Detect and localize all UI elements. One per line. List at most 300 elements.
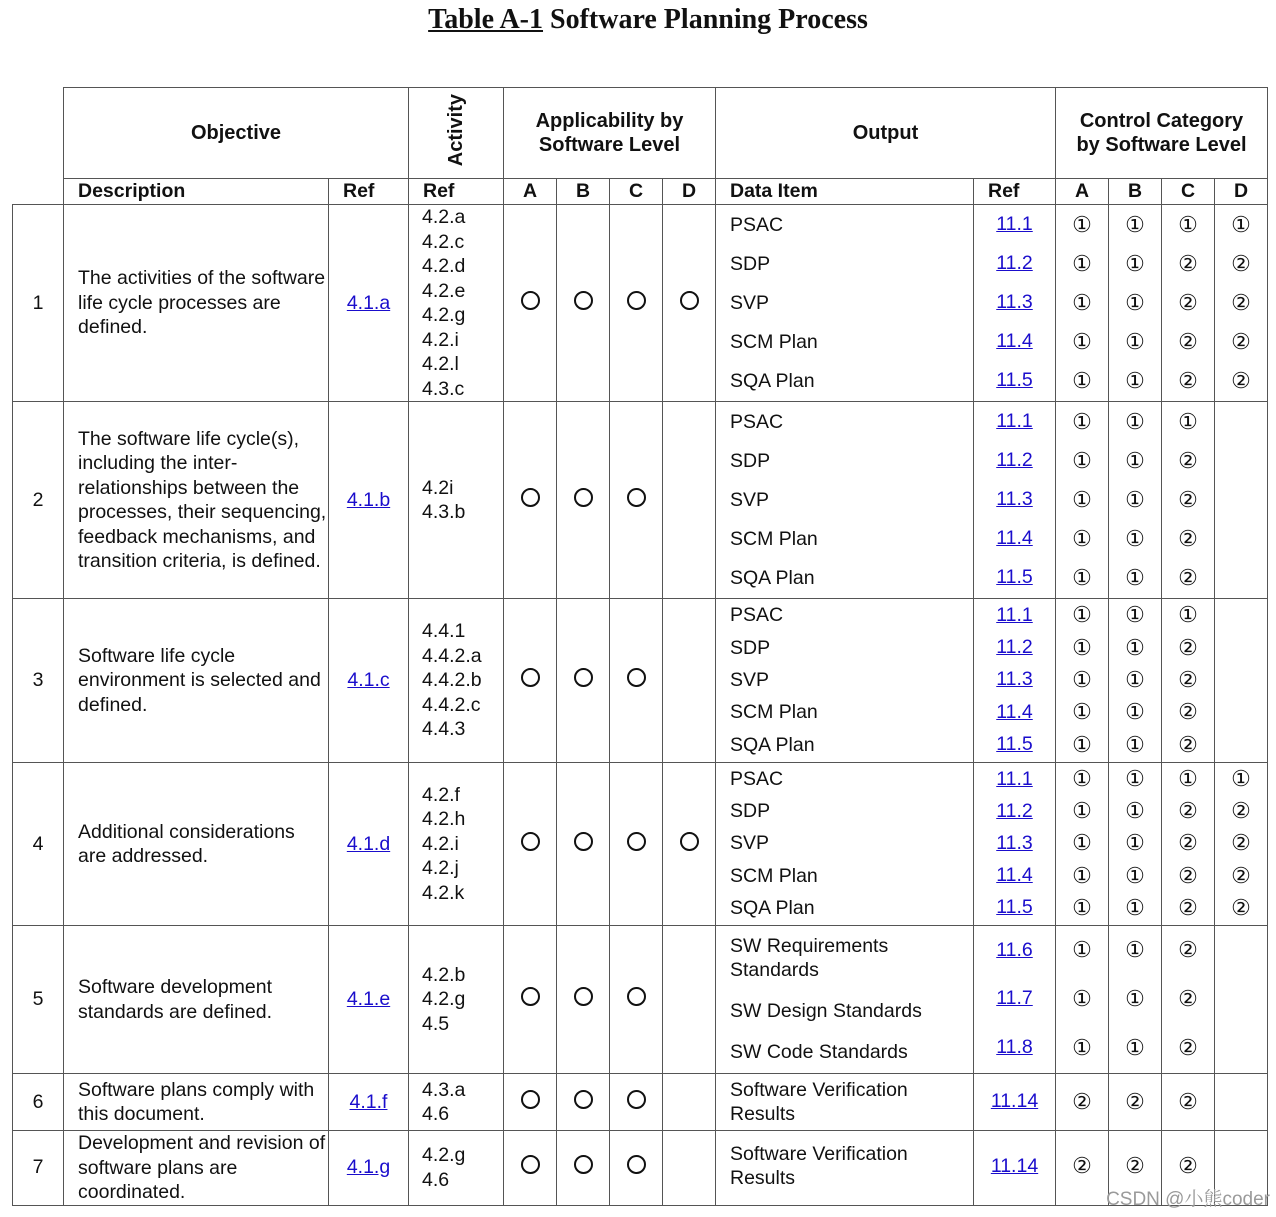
level-b-header: B	[557, 179, 610, 205]
control-category-cell-c	[1162, 402, 1215, 599]
applicability-circle-icon	[521, 832, 540, 851]
data-item-label: SQA Plan	[730, 733, 815, 756]
control-category-header	[1056, 88, 1268, 179]
output-items-stack	[716, 926, 973, 1072]
activity-ref: 4.4.1	[422, 620, 466, 643]
output-ref-link[interactable]: 11.4	[996, 527, 1033, 549]
control-category-value: ②	[1125, 1153, 1145, 1178]
output-ref-link[interactable]: 11.7	[996, 987, 1033, 1010]
cc-level-b-header: B	[1109, 179, 1162, 205]
data-item-header: Data Item	[716, 179, 974, 205]
data-item-label: SW Design Standards	[730, 999, 922, 1022]
control-category-value: ①	[1072, 985, 1092, 1011]
data-item-label: SCM Plan	[730, 527, 818, 550]
output-ref-link[interactable]: 11.5	[996, 566, 1033, 588]
control-category-cell-c	[1162, 205, 1215, 402]
activity-ref: 4.4.2.c	[422, 693, 481, 716]
control-category-value: ②	[1178, 447, 1198, 473]
output-ref	[974, 252, 1055, 275]
output-ref-link[interactable]: 11.2	[996, 449, 1033, 471]
control-category-stack	[1109, 1074, 1161, 1129]
activity-ref: 4.2.f	[422, 783, 460, 806]
activity-ref: 4.2i	[422, 476, 454, 499]
applicability-cell-c	[610, 402, 663, 599]
page-title	[0, 4, 1276, 36]
applicability-header-label: Applicability by Software Level	[535, 110, 684, 156]
output-ref-link[interactable]: 11.3	[996, 488, 1033, 510]
control-category-value: ①	[1178, 211, 1198, 237]
control-category-value: ②	[1072, 1088, 1092, 1114]
control-category-value: ②	[1231, 830, 1251, 856]
objective-ref-link[interactable]: 4.1.g	[346, 1156, 391, 1179]
output-data-items	[716, 205, 974, 402]
output-ref	[974, 636, 1055, 659]
output-ref-link[interactable]: 11.1	[996, 603, 1033, 626]
data-item	[716, 566, 973, 590]
applicability-cell-b	[557, 402, 610, 599]
data-item-label: SCM Plan	[730, 330, 818, 353]
activity-ref: 4.2.g	[422, 988, 466, 1011]
activity-header-label: Activity	[445, 93, 467, 167]
data-item-label: SQA Plan	[730, 566, 815, 589]
output-ref	[974, 1155, 1055, 1178]
output-ref	[974, 213, 1055, 236]
activity-refs	[409, 1131, 504, 1206]
cc-level-d-header: D	[1215, 179, 1268, 205]
output-ref	[974, 864, 1055, 887]
objective-ref-link[interactable]: 4.1.c	[347, 669, 390, 691]
objective-ref	[329, 926, 409, 1074]
activity-ref: 4.5	[422, 1012, 450, 1035]
control-category-value: ②	[1178, 1034, 1198, 1060]
output-refs-stack	[974, 205, 1055, 400]
applicability-circle-icon	[521, 668, 540, 687]
control-category-cell-a	[1056, 763, 1109, 926]
output-refs	[974, 599, 1056, 763]
applicability-circle-icon	[574, 1090, 593, 1109]
control-category-value: ②	[1178, 862, 1198, 888]
level-c-header: C	[610, 179, 663, 205]
data-item	[716, 1040, 973, 1064]
output-ref-link[interactable]: 11.4	[996, 330, 1033, 352]
control-category-value: ②	[1178, 699, 1198, 725]
applicability-circle-icon	[680, 291, 699, 310]
control-category-cell-a	[1056, 1131, 1109, 1206]
output-ref-link[interactable]: 11.5	[996, 733, 1033, 756]
control-category-value: ①	[1072, 328, 1092, 354]
control-category-value: ①	[1125, 798, 1145, 824]
data-item	[716, 213, 973, 237]
output-refs-stack	[974, 1131, 1055, 1201]
control-category-value: ①	[1072, 564, 1092, 590]
control-category-header-label: Control Category by Software Level	[1076, 110, 1247, 156]
output-items-stack	[716, 599, 973, 761]
table-number: Table A-1	[428, 4, 544, 35]
data-item-label: SVP	[730, 832, 770, 855]
activity-ref: 4.2.a	[422, 206, 466, 228]
control-category-value: ①	[1125, 830, 1145, 856]
control-category-cell-d	[1215, 763, 1268, 926]
data-item	[716, 488, 973, 512]
output-ref	[974, 1090, 1055, 1113]
objective-description: Development and revision of software plans are coordinated.	[64, 1131, 329, 1206]
control-category-value: ①	[1072, 894, 1092, 920]
applicability-cell-c	[610, 926, 663, 1074]
control-category-cell-a	[1056, 402, 1109, 599]
output-ref	[974, 527, 1055, 550]
data-item	[716, 1078, 973, 1126]
description-header: Description	[64, 179, 329, 205]
table-body	[13, 205, 1268, 1206]
output-ref	[974, 668, 1055, 691]
control-category-value: ①	[1125, 250, 1145, 276]
output-ref-link[interactable]: 11.5	[996, 896, 1033, 919]
control-category-stack	[1056, 1074, 1108, 1129]
control-category-value: ①	[1125, 766, 1145, 792]
data-item-label: SW Requirements Standards	[730, 935, 889, 982]
output-refs	[974, 763, 1056, 926]
table-row	[13, 1074, 1268, 1131]
output-ref	[974, 566, 1055, 589]
control-category-cell-c	[1162, 763, 1215, 926]
applicability-cell-a	[504, 1074, 557, 1131]
activity-ref: 4.2.b	[422, 963, 466, 986]
output-ref-link[interactable]: 11.6	[996, 938, 1033, 961]
data-item	[716, 668, 973, 692]
applicability-cell-b	[557, 763, 610, 926]
output-items-stack	[716, 402, 973, 597]
control-category-cell-a	[1056, 1074, 1109, 1131]
activity-ref: 4.4.2.b	[422, 669, 482, 692]
control-category-stack	[1162, 402, 1214, 597]
control-category-cell-d	[1215, 926, 1268, 1074]
watermark: CSDN @小熊coder	[1106, 1189, 1270, 1210]
control-category-value: ①	[1072, 634, 1092, 660]
activity-refs	[409, 205, 504, 402]
control-category-stack	[1109, 402, 1161, 597]
data-item	[716, 369, 973, 393]
control-category-stack	[1162, 205, 1214, 400]
data-item	[716, 449, 973, 473]
table-row	[13, 926, 1268, 1074]
row-number: 5	[13, 926, 64, 1074]
data-item	[716, 603, 973, 627]
output-ref-link[interactable]: 11.3	[996, 668, 1033, 691]
output-ref	[974, 369, 1055, 392]
applicability-circle-icon	[521, 1090, 540, 1109]
applicability-cell-a	[504, 1131, 557, 1206]
control-category-stack	[1109, 763, 1161, 924]
control-category-cell-b	[1109, 763, 1162, 926]
applicability-cell-c	[610, 1131, 663, 1206]
activity-ref: 4.2.i	[422, 832, 459, 855]
applicability-cell-a	[504, 599, 557, 763]
applicability-cell-c	[610, 1074, 663, 1131]
applicability-cell-c	[610, 205, 663, 402]
control-category-value: ②	[1231, 328, 1251, 354]
objective-ref-link[interactable]: 4.1.b	[346, 488, 391, 511]
activity-header	[409, 88, 504, 179]
data-item-label: SVP	[730, 291, 770, 314]
objective-ref-link[interactable]: 4.1.d	[346, 832, 391, 855]
activity-ref: 4.3.c	[422, 377, 465, 400]
applicability-circle-icon	[627, 668, 646, 687]
row-number: 1	[13, 205, 64, 402]
control-category-value: ①	[1125, 289, 1145, 315]
applicability-cell-a	[504, 402, 557, 599]
output-ref	[974, 939, 1055, 962]
objective-description: Software life cycle environment is selected and defined.	[64, 599, 329, 763]
output-items-stack	[716, 763, 973, 924]
activity-ref: 4.2.i	[422, 328, 459, 351]
data-item	[716, 636, 973, 660]
data-item	[716, 291, 973, 315]
objective-ref-link[interactable]: 4.1.f	[349, 1090, 388, 1113]
data-item-label: Software Verification Results	[730, 1078, 908, 1125]
control-category-value: ①	[1072, 447, 1092, 473]
control-category-value: ①	[1125, 602, 1145, 628]
table-title: Software Planning Process	[543, 4, 868, 35]
activity-ref: 4.4.2.a	[422, 644, 482, 667]
control-category-value: ①	[1231, 766, 1251, 792]
control-category-value: ①	[1125, 634, 1145, 660]
activity-ref: 4.2.h	[422, 808, 466, 831]
activity-ref-header: Ref	[409, 179, 504, 205]
data-item	[716, 767, 973, 791]
objective-description: Software development standards are defined.	[64, 926, 329, 1074]
control-category-value: ①	[1125, 367, 1145, 393]
control-category-value: ②	[1178, 731, 1198, 757]
applicability-cell-d	[663, 205, 716, 402]
control-category-stack	[1162, 599, 1214, 761]
data-item	[716, 799, 973, 823]
objective-ref-link[interactable]: 4.1.a	[346, 291, 391, 314]
data-item	[716, 999, 973, 1023]
output-ref-link[interactable]: 11.2	[996, 799, 1033, 822]
control-category-value: ①	[1072, 289, 1092, 315]
control-category-value: ①	[1125, 1034, 1145, 1060]
control-category-value: ②	[1178, 564, 1198, 590]
activity-refs	[409, 402, 504, 599]
table-row	[13, 1131, 1268, 1206]
control-category-value: ①	[1072, 525, 1092, 551]
control-category-value: ②	[1178, 328, 1198, 354]
applicability-circle-icon	[574, 832, 593, 851]
level-d-header: D	[663, 179, 716, 205]
control-category-value: ①	[1125, 211, 1145, 237]
applicability-cell-a	[504, 763, 557, 926]
activity-ref: 4.2.g	[422, 1144, 466, 1167]
table-row	[13, 763, 1268, 926]
control-category-stack	[1215, 1074, 1267, 1129]
applicability-cell-d	[663, 402, 716, 599]
output-ref-link[interactable]: 11.3	[996, 831, 1033, 854]
applicability-circle-icon	[521, 987, 540, 1006]
row-number: 6	[13, 1074, 64, 1131]
control-category-value: ②	[1231, 289, 1251, 315]
output-ref-link[interactable]: 11.14	[990, 1090, 1039, 1112]
applicability-cell-d	[663, 1131, 716, 1206]
control-category-cell-b	[1109, 205, 1162, 402]
output-ref-header: Ref	[974, 179, 1056, 205]
control-category-value: ②	[1178, 289, 1198, 315]
control-category-value: ②	[1231, 798, 1251, 824]
row-number: 2	[13, 402, 64, 599]
control-category-cell-a	[1056, 599, 1109, 763]
applicability-circle-icon	[574, 668, 593, 687]
output-ref	[974, 330, 1055, 353]
data-item	[716, 700, 973, 724]
activity-ref: 4.3.b	[422, 501, 466, 523]
output-ref	[974, 701, 1055, 724]
objective-description: The activities of the software life cycle processes are defined.	[64, 205, 329, 402]
output-ref-link[interactable]: 11.1	[996, 767, 1033, 790]
control-category-value: ②	[1178, 634, 1198, 660]
output-ref	[974, 410, 1055, 433]
control-category-value: ①	[1072, 699, 1092, 725]
applicability-cell-d	[663, 599, 716, 763]
output-refs-stack	[974, 402, 1055, 597]
data-item	[716, 527, 973, 551]
control-category-stack	[1215, 402, 1267, 597]
corner-blank	[13, 88, 64, 179]
data-item-label: SDP	[730, 636, 771, 659]
control-category-value: ①	[1125, 699, 1145, 725]
control-category-cell-a	[1056, 926, 1109, 1074]
applicability-cell-d	[663, 763, 716, 926]
control-category-value: ②	[1178, 367, 1198, 393]
applicability-cell-a	[504, 926, 557, 1074]
control-category-cell-b	[1109, 926, 1162, 1074]
control-category-value: ①	[1072, 731, 1092, 757]
control-category-value: ②	[1178, 985, 1198, 1011]
output-ref-link[interactable]: 11.4	[996, 700, 1033, 723]
output-ref-link[interactable]: 11.14	[990, 1154, 1039, 1177]
applicability-cell-b	[557, 926, 610, 1074]
applicability-cell-c	[610, 763, 663, 926]
output-ref-link[interactable]: 11.2	[996, 636, 1033, 659]
output-ref-link[interactable]: 11.5	[996, 369, 1033, 391]
control-category-stack	[1215, 926, 1267, 1072]
applicability-circle-icon	[627, 1090, 646, 1109]
output-ref-link[interactable]: 11.8	[996, 1036, 1033, 1059]
output-refs	[974, 1074, 1056, 1131]
objective-description: Additional considerations are addressed.	[64, 763, 329, 926]
data-item	[716, 864, 973, 888]
control-category-cell-d	[1215, 1074, 1268, 1131]
output-ref	[974, 832, 1055, 855]
control-category-cell-c	[1162, 926, 1215, 1074]
control-category-value: ①	[1125, 666, 1145, 692]
control-category-cell-c	[1162, 1074, 1215, 1131]
control-category-value: ①	[1125, 408, 1145, 434]
applicability-circle-icon	[627, 291, 646, 310]
activity-refs	[409, 763, 504, 926]
output-items-stack	[716, 1131, 973, 1201]
data-item-label: SCM Plan	[730, 701, 818, 724]
control-category-value: ②	[1072, 1153, 1092, 1178]
control-category-stack	[1056, 402, 1108, 597]
activity-ref: 4.3.a	[422, 1078, 466, 1101]
activity-ref: 4.2.l	[422, 353, 459, 375]
objective-ref	[329, 402, 409, 599]
control-category-stack	[1215, 205, 1267, 400]
activity-refs	[409, 1074, 504, 1131]
control-category-value: ①	[1072, 367, 1092, 393]
control-category-cell-d	[1215, 402, 1268, 599]
activity-refs	[409, 926, 504, 1074]
output-data-items	[716, 599, 974, 763]
output-ref	[974, 291, 1055, 314]
activity-ref: 4.2.j	[422, 857, 459, 880]
control-category-stack	[1215, 763, 1267, 924]
row-number: 7	[13, 1131, 64, 1206]
control-category-value: ①	[1072, 766, 1092, 792]
output-ref-link[interactable]: 11.1	[996, 213, 1033, 235]
control-category-value: ②	[1178, 1088, 1198, 1114]
objective-ref	[329, 1131, 409, 1206]
control-category-cell-a	[1056, 205, 1109, 402]
data-item-label: SDP	[730, 800, 771, 823]
control-category-value: ②	[1178, 894, 1198, 920]
applicability-circle-icon	[521, 488, 540, 507]
output-ref-link[interactable]: 11.2	[996, 252, 1033, 274]
applicability-cell-b	[557, 1131, 610, 1206]
data-item-label: SW Code Standards	[730, 1040, 908, 1063]
control-category-value: ①	[1125, 862, 1145, 888]
applicability-circle-icon	[574, 291, 593, 310]
table-row	[13, 599, 1268, 763]
control-category-value: ①	[1072, 602, 1092, 628]
software-planning-table	[12, 87, 1268, 1206]
data-item-label: PSAC	[730, 410, 784, 433]
control-category-value: ①	[1072, 408, 1092, 434]
control-category-value: ①	[1125, 328, 1145, 354]
control-category-value: ②	[1178, 1153, 1198, 1178]
data-item-label: SQA Plan	[730, 369, 815, 392]
control-category-stack	[1109, 599, 1161, 761]
output-refs	[974, 1131, 1056, 1206]
control-category-value: ①	[1072, 862, 1092, 888]
output-refs	[974, 402, 1056, 599]
control-category-cell-b	[1109, 1074, 1162, 1131]
control-category-value: ①	[1178, 602, 1198, 628]
data-item	[716, 1142, 973, 1190]
objective-ref-header: Ref	[329, 179, 409, 205]
control-category-value: ①	[1125, 447, 1145, 473]
control-category-stack	[1109, 205, 1161, 400]
output-ref	[974, 896, 1055, 919]
activity-ref: 4.4.3	[422, 718, 466, 741]
output-items-stack	[716, 205, 973, 400]
control-category-cell-d	[1215, 205, 1268, 402]
control-category-value: ①	[1125, 564, 1145, 590]
output-ref	[974, 987, 1055, 1010]
objective-ref-link[interactable]: 4.1.e	[346, 988, 391, 1010]
output-ref-link[interactable]: 11.1	[996, 410, 1033, 432]
control-category-value: ①	[1125, 894, 1145, 920]
output-header: Output	[716, 88, 1056, 179]
data-item	[716, 252, 973, 276]
data-item	[716, 733, 973, 757]
control-category-stack	[1056, 205, 1108, 400]
applicability-cell-d	[663, 926, 716, 1074]
output-ref-link[interactable]: 11.4	[996, 864, 1033, 887]
output-refs-stack	[974, 599, 1055, 761]
activity-ref: 4.2.c	[422, 230, 465, 253]
output-ref-link[interactable]: 11.3	[996, 291, 1033, 313]
applicability-cell-b	[557, 205, 610, 402]
